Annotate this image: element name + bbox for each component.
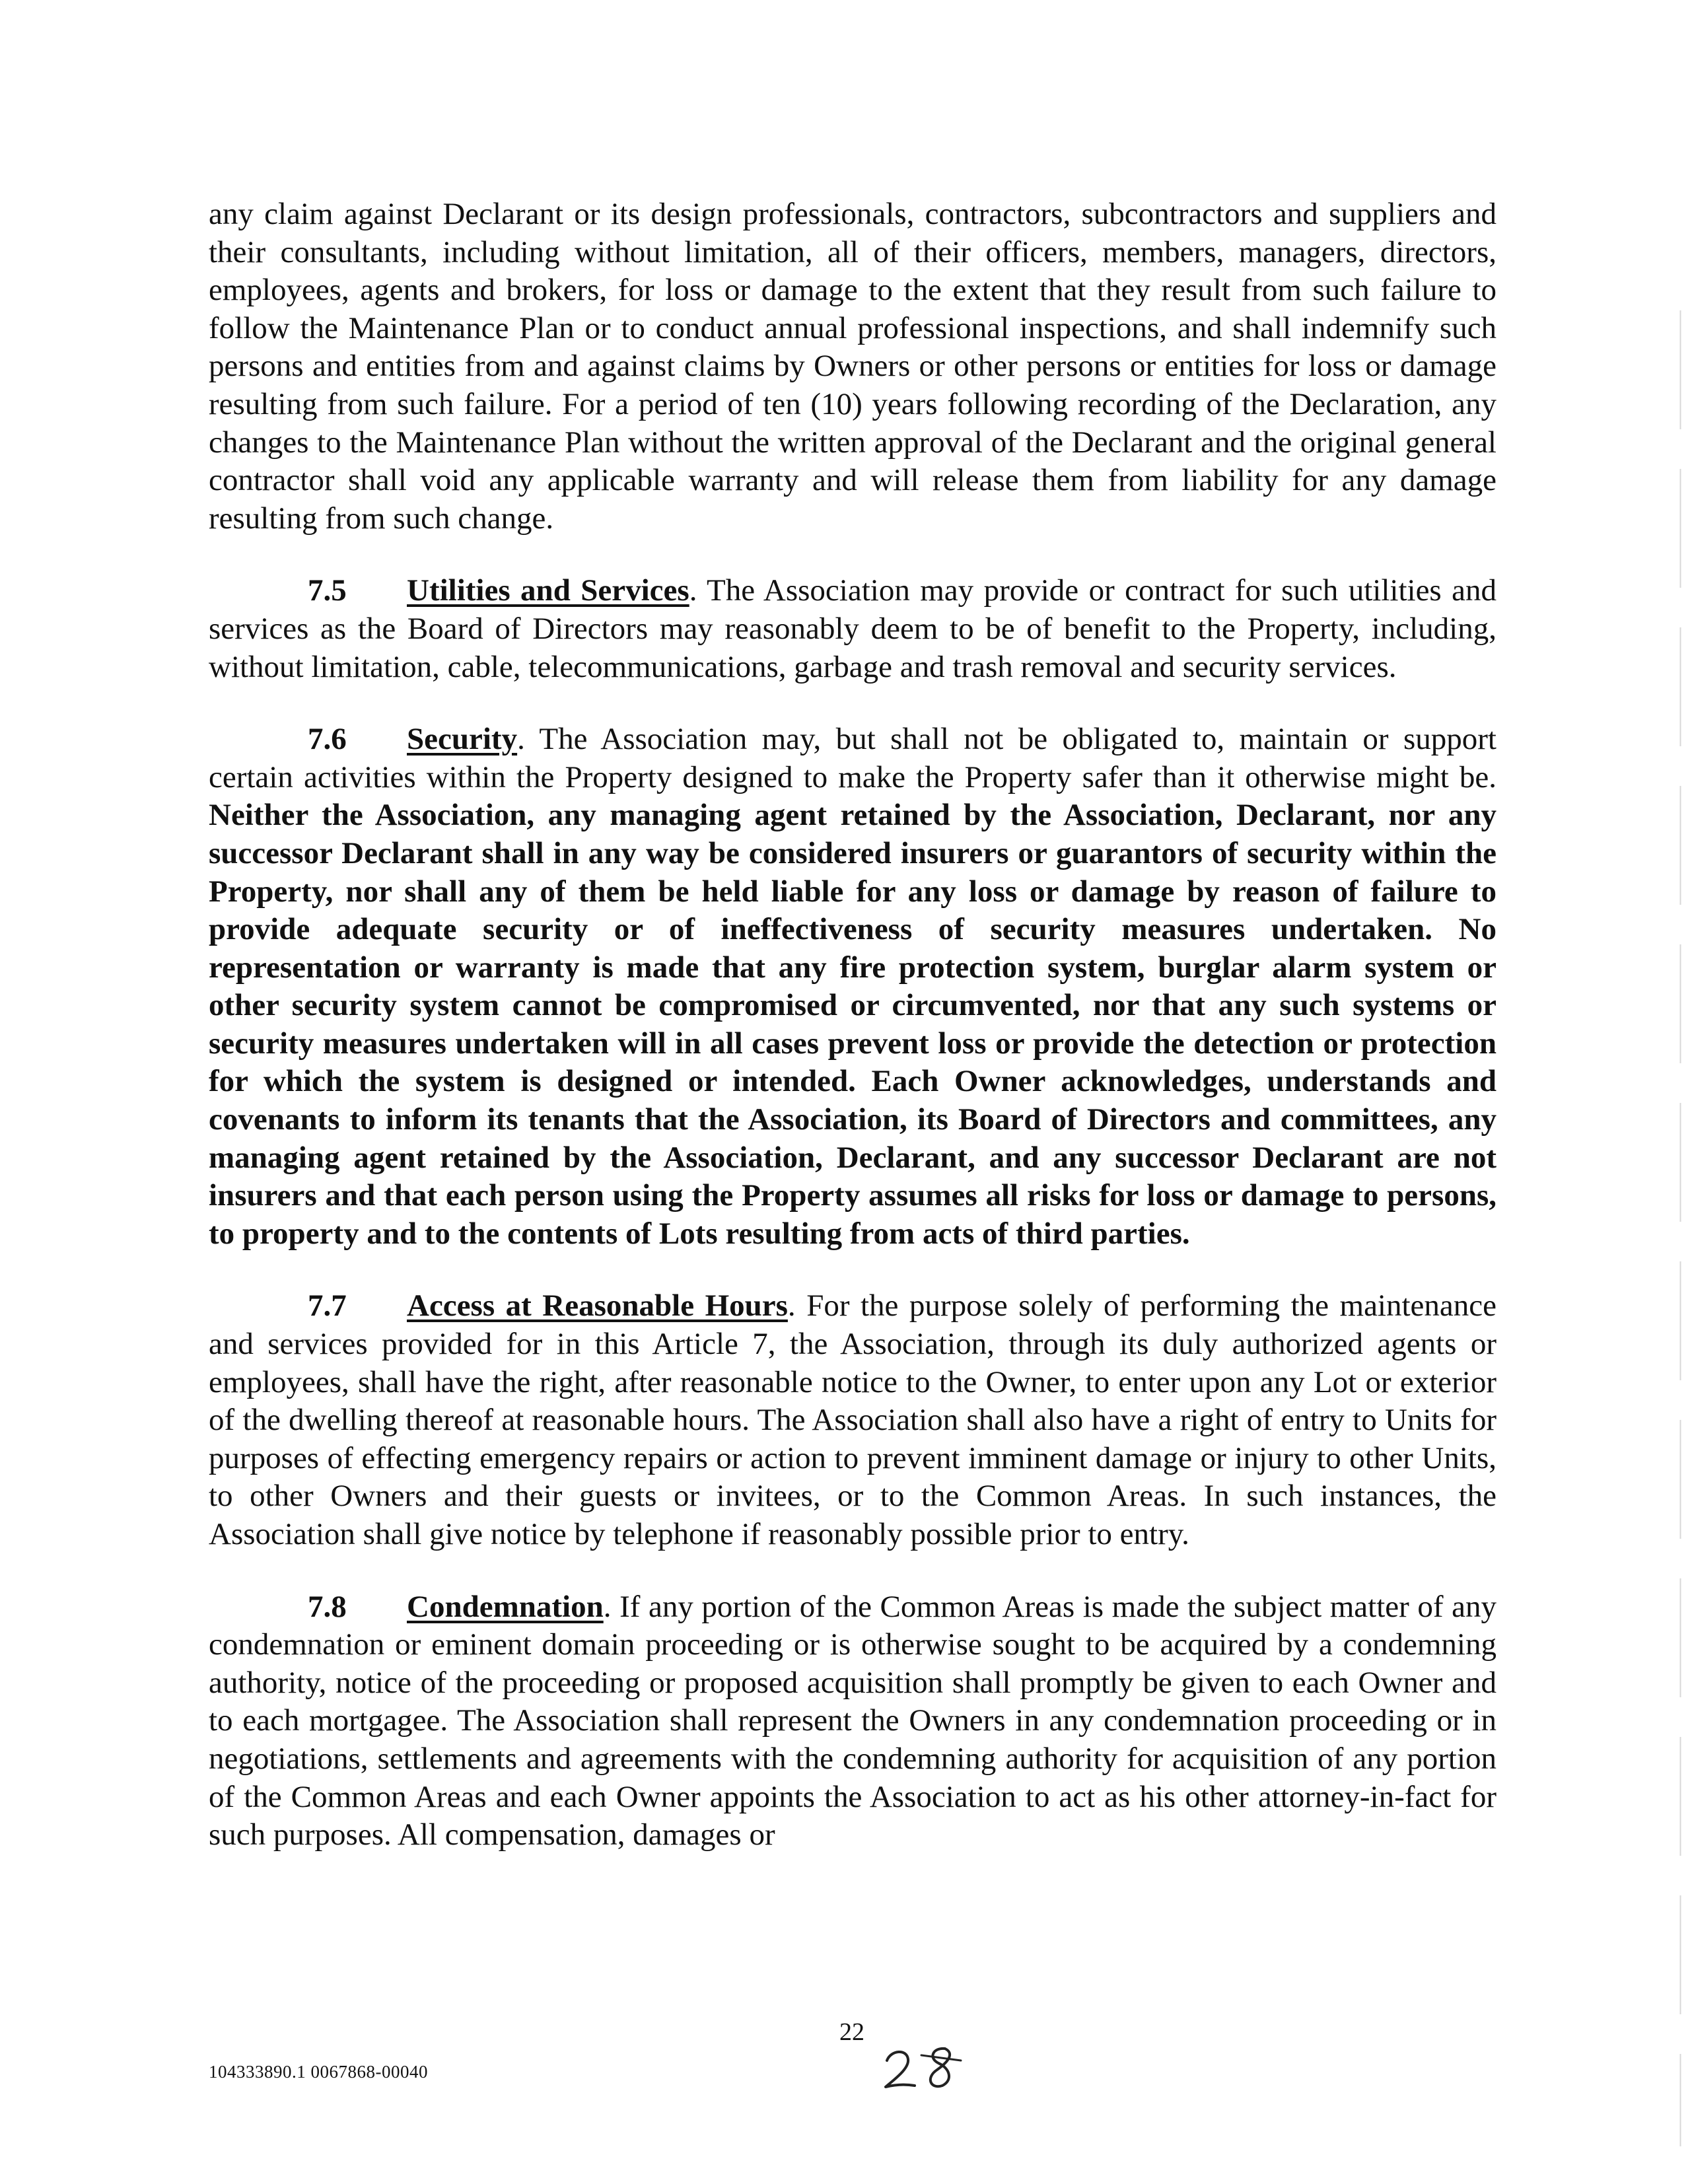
section-text: For the purpose solely of performing the maintenance and services provided for in this Article 7, the Association, through its duly authorized agents or employees, shall have the right, after reasonable notice to the Owner, to enter upon any Lot or exterior of the dwelling thereof at reasonable hours. The Association shall also have a right of entry to Units for purposes of effecting emergency repairs or action to prevent imminent damage or injury to other Units, to other Owners and their guests or invitees, or to the Common Areas. In such instances, the Association shall give notice by telephone if reasonably possible prior to entry. xyxy=(209,1288,1496,1551)
handwritten-stroke xyxy=(921,2055,961,2061)
document-id: 104333890.1 0067868-00040 xyxy=(209,2062,428,2082)
handwritten-digit-2 xyxy=(886,2052,915,2087)
section-heading: Utilities and Services xyxy=(407,573,689,608)
section-7-7: 7.7 Access at Reasonable Hours. For the purpose solely of performing the maintenance and services provided for in this Article 7, the Association, through its duly authorized agents or employees, shall have the right, after reasonable notice to the Owner, to enter upon any Lot or exterior of the dwelling thereof at reasonable hours. The Association shall also have a right of entry to Units for purposes of effecting emergency repairs or action to prevent imminent damage or injury to other Units, to other Owners and their guests or invitees, or to the Common Areas. In such instances, the Association shall give notice by telephone if reasonably possible prior to entry. xyxy=(209,1288,1496,1551)
page-number: 22 xyxy=(839,2018,864,2046)
section-number: 7.5 xyxy=(308,573,347,608)
section-text: If any portion of the Common Areas is made the subject matter of any condemnation or eminent domain proceeding or is otherwise sought to be acquired by a condemning authority, notice of the proceeding or proposed acquisition shall promptly be given to each Owner and to each mortgagee. The Association shall represent the Owners in any condemnation proceeding or in negotiations, settlements and agreements with the condemning authority for acquisition of any portion of the Common Areas and each Owner appoints the Association to act as his other attorney-in-fact for such purposes. All compensation, damages or xyxy=(209,1589,1496,1852)
section-number: 7.6 xyxy=(308,722,347,757)
section-heading: Access at Reasonable Hours xyxy=(407,1288,788,1323)
document-body xyxy=(209,195,1496,1889)
section-bold-disclaimer: Neither the Association, any managing agent retained by the Association, Declarant, nor any successor Declarant shall in any way be considered insurers or guarantors of security within the Property, nor shall any of them be held liable for any loss or damage by reason of failure to provide adequate security or of ineffectiveness of security measures undertaken. No representation or warranty is made that any fire protection system, burglar alarm system or other security system cannot be compromised or circumvented, nor that any such systems or security measures undertaken will in all cases prevent loss or provide the detection or protection for which the system is designed or intended. Each Owner acknowledges, understands and covenants to inform its tenants that the Association, its Board of Directors and committees, any managing agent retained by the Association, Declarant, and any successor Declarant are not insurers and that each person using the Property assumes all risks for loss or damage to persons, to property and to the contents of Lots resulting from acts of third parties. xyxy=(209,798,1496,1251)
opening-paragraph xyxy=(209,195,1496,538)
section-7-5: 7.5 Utilities and Services. The Association may provide or contract for such utilities and services as the Board of Directors may reasonably deem to be of benefit to the Property, including, without limitation, cable, telecommunications, garbage and trash removal and security services. xyxy=(209,573,1497,684)
section-text: The Association may provide or contract for such utilities and services as the Board of Directors may reasonably deem to be of benefit to the Property, including, without limitation, cable, telecommunications, garbage and trash removal and security services. xyxy=(209,573,1497,684)
section-heading: Condemnation xyxy=(407,1589,604,1624)
handwritten-digit-8 xyxy=(931,2049,950,2086)
scan-edge-artifact xyxy=(1679,310,1681,2146)
section-number: 7.8 xyxy=(308,1589,347,1624)
opening-paragraph-text: any claim against Declarant or its design professionals, contractors, subcontractors and suppliers and their consultants, including without limitation, all of their officers, members, managers, directors, employees, agents and brokers, for loss or damage to the extent that they result from such failure to follow the Maintenance Plan or to conduct annual professional inspections, and shall indemnify such persons and entities from and against claims by Owners or other persons or entities for loss or damage resulting from such failure. For a period of ten (10) years following recording of the Declaration, any changes to the Maintenance Plan without the written approval of the Declarant and the original general contractor shall void any applicable warranty and will release them from liability for any damage resulting from such change. xyxy=(209,197,1496,536)
handwritten-page-number xyxy=(882,2041,968,2094)
section-number: 7.7 xyxy=(308,1288,347,1323)
section-7-6: 7.6 Security. The Association may, but shall not be obligated to, maintain or support certain activities within the Property designed to make the Property safer than it otherwise might be. Neither the Association, any managing agent retained by the Association, Declarant, nor any successor Declarant shall in any way be considered insurers or guarantors of security within the Property, nor shall any of them be held liable for any loss or damage by reason of failure to provide adequate security or of ineffectiveness of security measures undertaken. No representation or warranty is made that any fire protection system, burglar alarm system or other security system cannot be compromised or circumvented, nor that any such systems or security measures undertaken will in all cases prevent loss or provide the detection or protection for which the system is designed or intended. Each Owner acknowledges, understands and covenants to inform its tenants that the Association, its Board of Directors and committees, any managing agent retained by the Association, Declarant, and any successor Declarant are not insurers and that each person using the Property assumes all risks for loss or damage to persons, to property and to the contents of Lots resulting from acts of third parties. xyxy=(209,722,1496,1251)
section-7-8: 7.8 Condemnation. If any portion of the Common Areas is made the subject matter of any condemnation or eminent domain proceeding or is otherwise sought to be acquired by a condemning authority, notice of the proceeding or proposed acquisition shall promptly be given to each Owner and to each mortgagee. The Association shall represent the Owners in any condemnation proceeding or in negotiations, settlements and agreements with the condemning authority for acquisition of any portion of the Common Areas and each Owner appoints the Association to act as his other attorney-in-fact for such purposes. All compensation, damages or xyxy=(209,1589,1496,1852)
scan-edge-line xyxy=(1679,310,1681,2146)
section-text: The Association may, but shall not be obligated to, maintain or support certain activities within the Property designed to make the Property safer than it otherwise might be. xyxy=(209,722,1496,794)
section-heading: Security xyxy=(407,722,518,757)
